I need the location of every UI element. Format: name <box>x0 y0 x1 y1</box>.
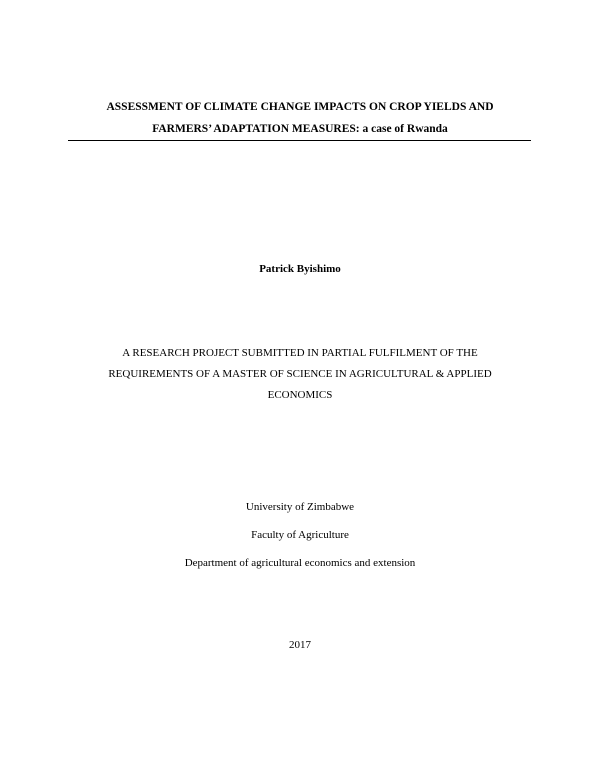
title-line-2: FARMERS’ ADAPTATION MEASURES: a case of Rwanda <box>152 123 448 135</box>
title-divider <box>68 140 531 141</box>
statement-line-3: ECONOMICS <box>267 389 333 401</box>
submission-statement <box>60 343 540 406</box>
submission-year: 2017 <box>289 639 311 651</box>
document-title <box>60 96 540 140</box>
title-line-1: ASSESSMENT OF CLIMATE CHANGE IMPACTS ON CROP YIELDS AND <box>106 101 494 113</box>
statement-line-1: A RESEARCH PROJECT SUBMITTED IN PARTIAL FULFILMENT OF THE <box>122 347 478 359</box>
university-name: University of Zimbabwe <box>245 501 355 513</box>
statement-line-2: REQUIREMENTS OF A MASTER OF SCIENCE IN AGRICULTURAL & APPLIED <box>108 368 492 380</box>
faculty-name: Faculty of Agriculture <box>251 529 349 541</box>
author-name: Patrick Byishimo <box>259 263 341 275</box>
department-name: Department of agricultural economics and extension <box>184 557 416 569</box>
